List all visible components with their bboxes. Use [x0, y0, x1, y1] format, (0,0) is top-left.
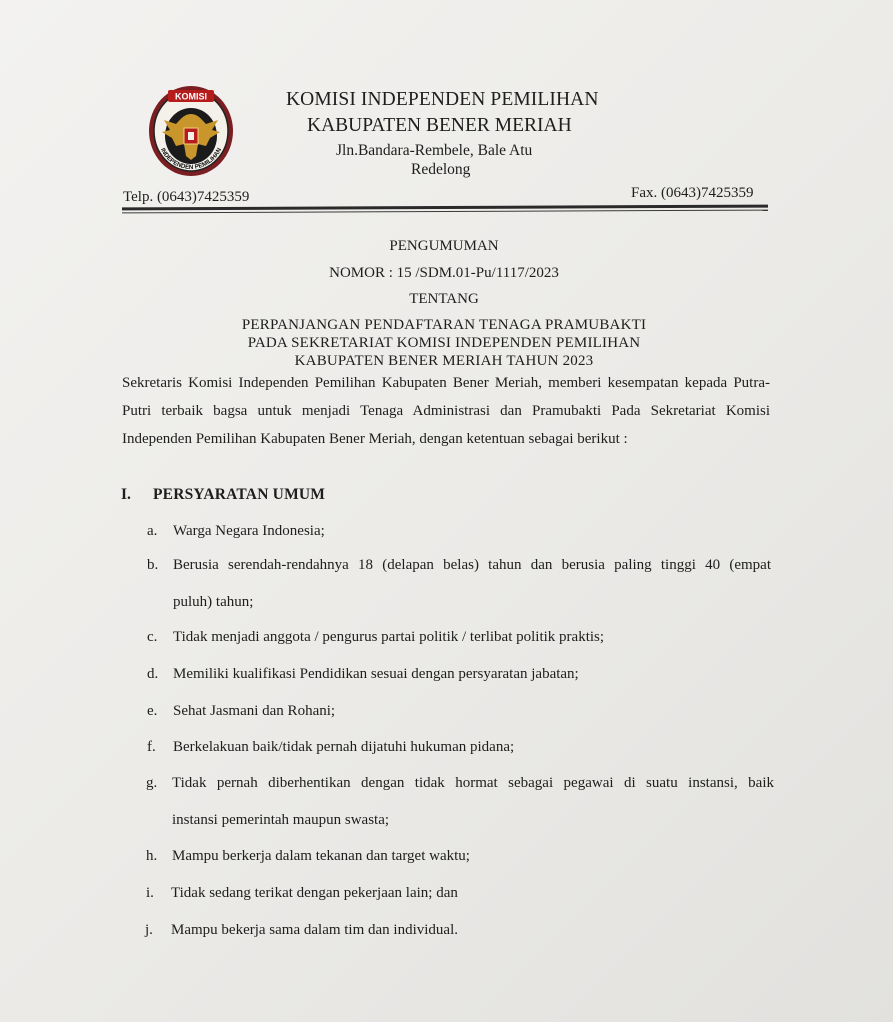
- announcement-about-label: TENTANG: [409, 291, 479, 307]
- list-item-text: Memiliki kualifikasi Pendidikan sesuai dengan persyaratan jabatan;: [173, 666, 579, 682]
- list-item-continuation: instansi pemerintah maupun swasta;: [172, 812, 390, 828]
- list-item-label: h.: [146, 848, 158, 864]
- list-item-text: Mampu bekerja sama dalam tim dan individual.: [171, 922, 459, 938]
- letterhead-divider-thin: [122, 210, 768, 214]
- list-item-label: g.: [146, 775, 158, 791]
- list-item-label: i.: [146, 885, 154, 901]
- list-item-label: b.: [147, 557, 159, 573]
- list-item-label: j.: [145, 922, 153, 938]
- announcement-subject-line2: PADA SEKRETARIAT KOMISI INDEPENDEN PEMILIHAN: [247, 335, 641, 351]
- list-item-text: Berkelakuan baik/tidak pernah dijatuhi hukuman pidana;: [173, 739, 515, 755]
- list-item-text: Sehat Jasmani dan Rohani;: [173, 703, 336, 719]
- section-title: PERSYARATAN UMUM: [153, 486, 326, 503]
- list-item-text: Tidak sedang terikat dengan pekerjaan lain; dan: [171, 885, 458, 901]
- list-item-text: Tidak pernah diberhentikan dengan tidak hormat sebagai pegawai di suatu instansi, baik: [172, 775, 774, 791]
- logo-label-bottom: INDEPENDEN PEMILIHAN: [158, 146, 224, 172]
- announcement-subject-line3: KABUPATEN BENER MERIAH TAHUN 2023: [294, 353, 594, 369]
- org-fax: Fax. (0643)7425359: [631, 185, 754, 201]
- announcement-number: NOMOR : 15 /SDM.01-Pu/1117/2023: [329, 265, 559, 281]
- announcement-title: PENGUMUMAN: [389, 238, 499, 254]
- intro-paragraph: Sekretaris Komisi Independen Pemilihan Kabupaten Bener Meriah, memberi kesempatan kepada Putra-Putri terbaik bagsa untuk menjadi Tenaga Administrasi dan Pramubakti Pada Sekretariat Komisi Independen Pemilihan Kabupaten Bener Meriah, dengan ketentuan sebagai berikut :: [122, 375, 770, 447]
- list-item-text: Tidak menjadi anggota / pengurus partai politik / terlibat politik praktis;: [173, 629, 605, 645]
- kip-logo: [146, 84, 236, 178]
- list-item-text: Mampu berkerja dalam tekanan dan target waktu;: [172, 848, 470, 864]
- list-item-label: d.: [147, 666, 159, 682]
- org-city: Redelong: [411, 161, 471, 178]
- list-item-label: a.: [147, 523, 158, 539]
- list-item-label: c.: [147, 629, 158, 645]
- logo-label-top: KOMISI: [174, 91, 208, 102]
- list-item-text: Berusia serendah-rendahnya 18 (delapan belas) tahun dan berusia paling tinggi 40 (empat: [173, 557, 771, 573]
- kip-logo-text: [146, 84, 236, 178]
- list-item-continuation: puluh) tahun;: [173, 594, 254, 610]
- list-item-label: f.: [147, 739, 156, 755]
- org-name-line2: KABUPATEN BENER MERIAH: [307, 115, 572, 136]
- list-item-label: e.: [147, 703, 158, 719]
- logo-label-bottom-text: [159, 146, 223, 171]
- list-item-text: Warga Negara Indonesia;: [173, 523, 325, 539]
- org-address: Jln.Bandara-Rembele, Bale Atu: [336, 142, 533, 159]
- org-name-line1: KOMISI INDEPENDEN PEMILIHAN: [286, 89, 599, 110]
- section-number: I.: [121, 486, 131, 503]
- org-telephone: Telp. (0643)7425359: [123, 189, 250, 205]
- announcement-subject-line1: PERPANJANGAN PENDAFTARAN TENAGA PRAMUBAKTI: [241, 317, 647, 333]
